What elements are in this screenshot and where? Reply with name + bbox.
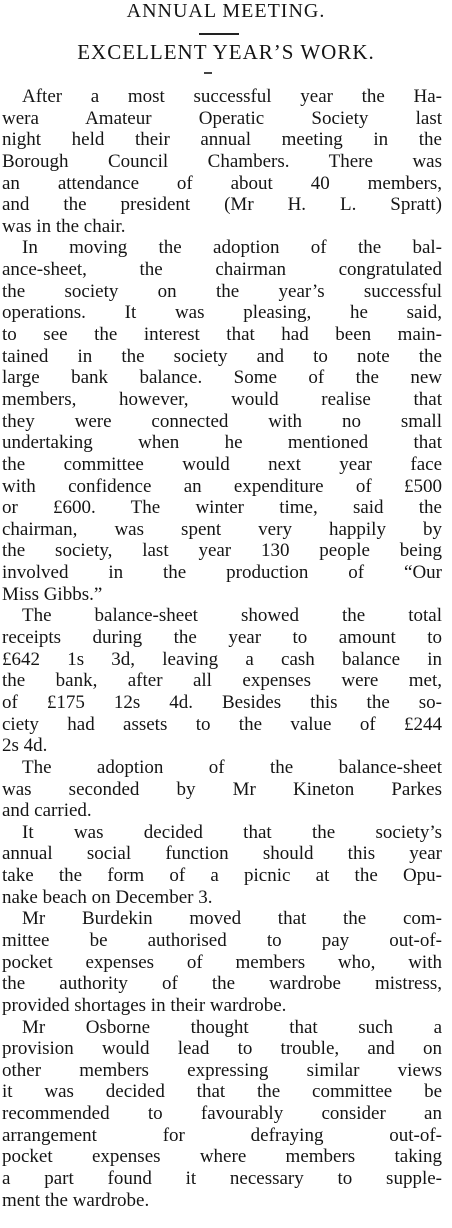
paragraph-line: Mr Burdekin moved that the com-: [22, 908, 442, 930]
paragraph-line: pocket expenses where members taking: [2, 1146, 442, 1168]
paragraph-line: operations. It was pleasing, he said,: [2, 302, 442, 324]
headline-divider: [199, 33, 239, 35]
paragraph-line: provided shortages in their wardrobe.: [2, 994, 287, 1016]
paragraph-line: After a most successful year the Ha-: [22, 86, 442, 107]
paragraph-line: Miss Gibbs.”: [2, 583, 103, 605]
paragraph-line: the authority of the wardrobe mistress,: [2, 973, 442, 995]
paragraph-line: take the form of a picnic at the Opu-: [2, 865, 442, 887]
paragraph-line: involved in the production of “Our: [2, 562, 442, 584]
paragraph-line: ment the wardrobe.: [2, 1189, 150, 1211]
paragraph-line: ance-sheet, the chairman congratulated: [2, 259, 442, 281]
paragraph-line: arrangement for defraying out-of-: [2, 1124, 442, 1146]
paragraph-line: or £600. The winter time, said the: [2, 497, 442, 519]
paragraph-line: was in the chair.: [2, 215, 126, 237]
paragraph-line: an attendance of about 40 members,: [2, 172, 442, 194]
paragraph-line: In moving the adoption of the bal-: [22, 237, 442, 259]
paragraph-line: pocket expenses of members who, with: [2, 951, 442, 973]
paragraph-line: with confidence an expenditure of £500: [2, 475, 442, 497]
paragraph-line: they were connected with no small: [2, 410, 442, 432]
paragraph-line: the society on the year’s successful: [2, 280, 442, 302]
headline-annual-meeting: ANNUAL MEETING.: [126, 0, 326, 22]
paragraph-line: other members expressing similar views: [2, 1059, 442, 1081]
paragraph-line: it was decided that the committee be: [2, 1081, 442, 1103]
paragraph-line: was seconded by Mr Kineton Parkes: [2, 778, 442, 800]
paragraph-line: large bank balance. Some of the new: [2, 367, 442, 389]
paragraph-line: night held their annual meeting in the: [2, 129, 442, 151]
paragraph-line: The balance-sheet showed the total: [22, 605, 442, 627]
paragraph-line: chairman, was spent very happily by: [2, 518, 442, 540]
paragraph-line: Borough Council Chambers. There was: [2, 150, 442, 172]
paragraph-line: to see the interest that had been main-: [2, 324, 442, 346]
paragraph-line: 2s 4d.: [2, 735, 48, 757]
paragraph-line: the bank, after all expenses were met,: [2, 670, 442, 692]
paragraph-line: a part found it necessary to supple-: [2, 1168, 442, 1190]
paragraph-line: and carried.: [2, 800, 92, 822]
article-body: [2, 86, 442, 1211]
paragraph-line: provision would lead to trouble, and on: [2, 1038, 442, 1060]
paragraph-line: ciety had assets to the value of £244: [2, 713, 442, 735]
paragraph-line: undertaking when he mentioned that: [2, 432, 442, 454]
paragraph-line: members, however, would realise that: [2, 388, 442, 410]
headline-excellent-years-work: EXCELLENT YEAR’S WORK.: [77, 40, 375, 64]
paragraph-line: Mr Osborne thought that such a: [22, 1016, 442, 1038]
paragraph-line: mittee be authorised to pay out-of-: [2, 929, 442, 951]
paragraph-line: of £175 12s 4d. Besides this the so-: [2, 691, 442, 713]
paragraph-line: nake beach on December 3.: [2, 886, 213, 908]
paragraph-line: It was decided that the society’s: [22, 821, 442, 843]
paragraph-line: wera Amateur Operatic Society last: [2, 107, 442, 129]
paragraph-line: The adoption of the balance-sheet: [22, 756, 442, 778]
paragraph-line: tained in the society and to note the: [2, 345, 442, 367]
paragraph-line: annual social function should this year: [2, 843, 442, 865]
paragraph-line: the committee would next year face: [2, 453, 442, 475]
paragraph-line: the society, last year 130 people being: [2, 540, 442, 562]
paragraph-line: recommended to favourably consider an: [2, 1103, 442, 1125]
paragraph-line: and the president (Mr H. L. Spratt): [2, 194, 442, 216]
paragraph-line: £642 1s 3d, leaving a cash balance in: [2, 648, 442, 670]
paragraph-line: receipts during the year to amount to: [2, 627, 442, 649]
decorative-dash: [204, 72, 212, 74]
